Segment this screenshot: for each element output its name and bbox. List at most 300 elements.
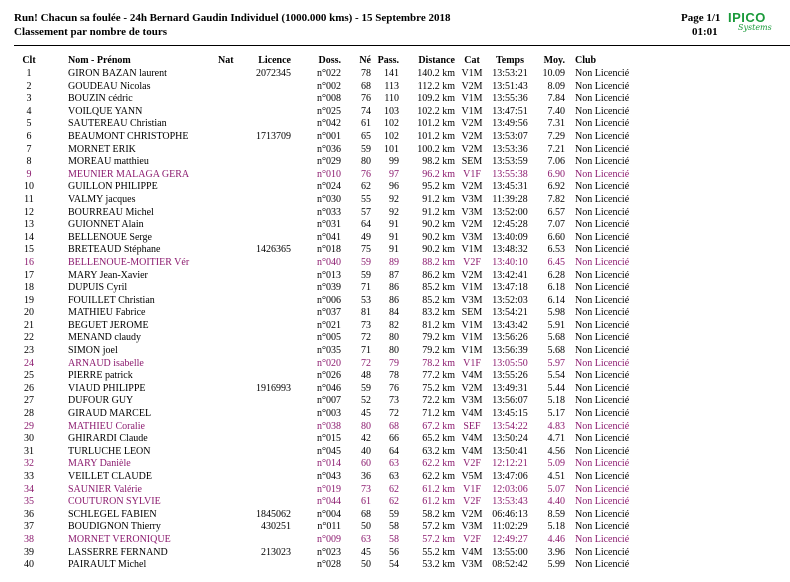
cell-dist: 85.2 km: [422, 294, 455, 306]
cell-pass: 82: [389, 319, 399, 331]
cell-nom: DUPUIS Cyril: [68, 282, 128, 294]
cell-temps: 08:52:42: [492, 559, 528, 571]
cell-ne: 62: [361, 181, 371, 193]
cell-moy: 10.09: [542, 68, 565, 79]
cell-dist: 102.2 km: [417, 105, 455, 117]
cell-club: Non Licencié: [575, 143, 630, 155]
cell-temps: 13:40:09: [492, 231, 528, 243]
cell-nom: LASSERRE FERNAND: [68, 546, 168, 558]
cell-ne: 61: [361, 118, 371, 130]
cell-temps: 13:45:15: [492, 408, 528, 420]
cell-dist: 71.2 km: [422, 408, 455, 420]
table-row: [14, 547, 665, 560]
cell-dist: 101.2 km: [417, 118, 455, 130]
cell-nat: [218, 458, 243, 471]
cell-temps: 13:53:36: [492, 143, 528, 155]
cell-clt: 34: [24, 483, 34, 495]
cell-ne: 72: [361, 332, 371, 344]
cell-lic: [243, 358, 297, 371]
cell-clt: 14: [24, 231, 34, 243]
cell-temps: 13:47:06: [492, 471, 528, 482]
cell-ne: 52: [361, 395, 371, 407]
cell-cat: V1M: [461, 105, 483, 117]
cell-pass: 73: [389, 395, 399, 407]
cell-moy: 4.56: [547, 445, 565, 457]
table-row: [14, 446, 665, 459]
cell-nom: BEGUET JEROME: [68, 319, 149, 331]
cell-cat: V2F: [463, 256, 481, 268]
col-header-club: Club: [575, 54, 597, 66]
cell-cat: V5M: [461, 471, 483, 482]
cell-club: Non Licencié: [575, 521, 630, 533]
table-row: [14, 270, 665, 283]
cell-clt: 4: [26, 105, 32, 117]
cell-dos: n°029: [317, 156, 341, 168]
cell-moy: 8.59: [547, 508, 565, 520]
cell-dist: 62.2 km: [422, 458, 455, 470]
cell-nom: PIERRE patrick: [68, 370, 133, 382]
cell-moy: 7.84: [547, 93, 565, 105]
cell-dist: 109.2 km: [417, 93, 455, 105]
cell-nat: [218, 383, 243, 396]
cell-nat: [218, 232, 243, 245]
cell-clt: 8: [26, 156, 32, 168]
cell-nat: [218, 81, 243, 94]
cell-club: Non Licencié: [575, 231, 630, 243]
cell-moy: 3.96: [547, 546, 565, 558]
cell-ne: 53: [361, 294, 371, 306]
cell-lic: [243, 484, 297, 497]
cell-nom: BOURREAU Michel: [68, 206, 154, 218]
cell-nom: VALMY jacques: [68, 193, 136, 205]
table-row: [14, 559, 665, 572]
cell-lic: [243, 93, 297, 106]
cell-clt: 6: [26, 130, 32, 142]
page-number: Page 1/1: [681, 12, 721, 24]
cell-clt: 26: [24, 382, 34, 394]
table-row: [14, 181, 665, 194]
cell-dos: n°035: [317, 345, 341, 357]
cell-pass: 102: [384, 118, 399, 130]
cell-club: Non Licencié: [575, 269, 630, 281]
cell-cat: V2M: [461, 118, 483, 130]
cell-nom: GOUDEAU Nicolas: [68, 80, 151, 92]
cell-nat: [218, 408, 243, 421]
cell-club: Non Licencié: [575, 319, 630, 331]
cell-dos: n°041: [317, 231, 341, 243]
cell-temps: 13:52:00: [492, 206, 528, 218]
table-row: [14, 370, 665, 383]
cell-dos: n°014: [317, 458, 341, 470]
cell-cat: V2F: [463, 496, 481, 508]
cell-ne: 64: [361, 219, 371, 231]
cell-dist: 95.2 km: [422, 181, 455, 193]
cell-lic: [243, 194, 297, 207]
cell-nat: [218, 484, 243, 497]
table-row: [14, 534, 665, 547]
cell-club: Non Licencié: [575, 80, 630, 92]
cell-pass: 86: [389, 282, 399, 294]
cell-temps: 13:52:03: [492, 294, 528, 306]
cell-dos: n°042: [317, 118, 341, 130]
cell-lic: [243, 219, 297, 232]
cell-ne: 74: [361, 105, 371, 117]
cell-club: Non Licencié: [575, 546, 630, 558]
cell-clt: 19: [24, 294, 34, 306]
cell-pass: 78: [389, 370, 399, 382]
cell-lic: [243, 156, 297, 169]
cell-dos: n°023: [317, 546, 341, 558]
cell-pass: 80: [389, 345, 399, 357]
cell-nat: [218, 181, 243, 194]
cell-lic: [243, 295, 297, 308]
cell-clt: 25: [24, 370, 34, 382]
cell-pass: 84: [389, 307, 399, 319]
cell-lic: [243, 81, 297, 94]
cell-clt: 15: [24, 244, 34, 256]
cell-lic: [243, 257, 297, 270]
cell-temps: 13:53:59: [492, 156, 528, 168]
cell-temps: 13:53:21: [492, 68, 528, 79]
cell-cat: SEM: [461, 307, 483, 319]
cell-nom: MOREAU matthieu: [68, 156, 149, 168]
cell-dos: n°036: [317, 143, 341, 155]
cell-pass: 92: [389, 193, 399, 205]
cell-temps: 13:50:24: [492, 433, 528, 445]
cell-moy: 7.07: [547, 219, 565, 231]
cell-temps: 12:49:27: [492, 533, 528, 545]
cell-cat: V1M: [461, 319, 483, 331]
cell-club: Non Licencié: [575, 219, 630, 231]
cell-cat: V2M: [461, 219, 483, 231]
cell-dist: 57.2 km: [422, 521, 455, 533]
cell-nom: GIRAUD MARCEL: [68, 408, 152, 420]
cell-club: Non Licencié: [575, 156, 630, 168]
cell-cat: V2M: [461, 181, 483, 193]
cell-pass: 58: [389, 533, 399, 545]
cell-dos: n°022: [317, 68, 341, 79]
cell-temps: 13:56:26: [492, 332, 528, 344]
logo-text: IPICO: [728, 10, 766, 25]
table-row: [14, 257, 665, 270]
cell-pass: 101: [384, 143, 399, 155]
cell-clt: 18: [24, 282, 34, 294]
cell-dos: n°003: [317, 408, 341, 420]
cell-cat: V2M: [461, 130, 483, 142]
cell-ne: 78: [361, 68, 371, 79]
cell-nom: SAUNIER Valérie: [68, 483, 142, 495]
cell-nat: [218, 559, 243, 572]
cell-club: Non Licencié: [575, 458, 630, 470]
cell-ne: 57: [361, 206, 371, 218]
cell-dist: 61.2 km: [422, 496, 455, 508]
cell-cat: V4M: [461, 370, 483, 382]
cell-temps: 13:47:18: [492, 282, 528, 294]
cell-lic: [243, 332, 297, 345]
cell-ne: 71: [361, 282, 371, 294]
cell-lic: 1845062: [256, 508, 291, 520]
col-header-moyenne: Moy.: [543, 54, 565, 66]
col-header-nat: Nat: [218, 54, 234, 66]
cell-lic: 1426365: [256, 244, 291, 256]
cell-ne: 40: [361, 445, 371, 457]
cell-ne: 59: [361, 382, 371, 394]
table-row: [14, 156, 665, 169]
cell-clt: 10: [24, 181, 34, 193]
cell-nom: SIMON joel: [68, 345, 118, 357]
cell-moy: 5.98: [547, 307, 565, 319]
cell-nom: BRETEAUD Stéphane: [68, 244, 161, 256]
cell-club: Non Licencié: [575, 345, 630, 357]
cell-cat: V1M: [461, 282, 483, 294]
cell-pass: 63: [389, 471, 399, 482]
cell-pass: 110: [384, 93, 399, 105]
cell-dos: n°037: [317, 307, 341, 319]
cell-lic: 1713709: [256, 130, 291, 142]
cell-dist: 100.2 km: [417, 143, 455, 155]
cell-nat: [218, 332, 243, 345]
cell-moy: 6.18: [547, 282, 565, 294]
cell-club: Non Licencié: [575, 559, 630, 571]
cell-ne: 73: [361, 483, 371, 495]
cell-moy: 6.14: [547, 294, 565, 306]
cell-clt: 27: [24, 395, 34, 407]
cell-clt: 17: [24, 269, 34, 281]
cell-lic: [243, 282, 297, 295]
results-body: [14, 68, 665, 572]
cell-pass: 68: [389, 420, 399, 432]
table-row: [14, 509, 665, 522]
cell-nom: GUIONNET Alain: [68, 219, 144, 231]
cell-club: Non Licencié: [575, 370, 630, 382]
cell-dos: n°009: [317, 533, 341, 545]
cell-pass: 64: [389, 445, 399, 457]
cell-temps: 13:55:36: [492, 93, 528, 105]
cell-nom: MEUNIER MALAGA GERA: [68, 168, 190, 180]
cell-nat: [218, 257, 243, 270]
cell-nat: [218, 207, 243, 220]
cell-cat: V1M: [461, 68, 483, 79]
cell-pass: 58: [389, 521, 399, 533]
cell-cat: V2M: [461, 382, 483, 394]
cell-clt: 23: [24, 345, 34, 357]
cell-lic: [243, 395, 297, 408]
table-row: [14, 282, 665, 295]
cell-club: Non Licencié: [575, 130, 630, 142]
cell-cat: V3M: [461, 559, 483, 571]
cell-nat: [218, 320, 243, 333]
cell-nom: DUFOUR GUY: [68, 395, 134, 407]
cell-clt: 29: [24, 420, 34, 432]
cell-nom: SAUTEREAU Christian: [68, 118, 167, 130]
cell-nom: MENAND claudy: [68, 332, 142, 344]
cell-ne: 81: [361, 307, 371, 319]
cell-nat: [218, 421, 243, 434]
cell-lic: [243, 232, 297, 245]
cell-nat: [218, 295, 243, 308]
cell-dos: n°024: [317, 181, 341, 193]
cell-temps: 13:43:42: [492, 319, 528, 331]
cell-dos: n°019: [317, 483, 341, 495]
cell-dist: 67.2 km: [422, 420, 455, 432]
table-row: [14, 194, 665, 207]
cell-nat: [218, 395, 243, 408]
cell-pass: 89: [389, 256, 399, 268]
cell-pass: 86: [389, 294, 399, 306]
cell-clt: 37: [24, 521, 34, 533]
cell-club: Non Licencié: [575, 244, 630, 256]
cell-nom: BEAUMONT CHRISTOPHE: [68, 130, 189, 142]
table-row: [14, 169, 665, 182]
cell-moy: 5.97: [547, 357, 565, 369]
cell-dist: 55.2 km: [422, 546, 455, 558]
table-row: [14, 320, 665, 333]
cell-nom: MATHIEU Coralie: [68, 420, 145, 432]
cell-nat: [218, 244, 243, 257]
cell-club: Non Licencié: [575, 382, 630, 394]
cell-dist: 62.2 km: [422, 471, 455, 482]
cell-ne: 59: [361, 143, 371, 155]
cell-club: Non Licencié: [575, 181, 630, 193]
cell-dos: n°008: [317, 93, 341, 105]
cell-moy: 6.28: [547, 269, 565, 281]
cell-nat: [218, 194, 243, 207]
cell-clt: 3: [26, 93, 32, 105]
cell-lic: [243, 207, 297, 220]
cell-moy: 5.54: [547, 370, 565, 382]
cell-nat: [218, 144, 243, 157]
print-time: 01:01: [692, 26, 718, 38]
cell-cat: V1M: [461, 244, 483, 256]
cell-dos: n°046: [317, 382, 341, 394]
cell-club: Non Licencié: [575, 93, 630, 105]
cell-pass: 59: [389, 508, 399, 520]
cell-ne: 68: [361, 508, 371, 520]
cell-pass: 76: [389, 382, 399, 394]
cell-clt: 28: [24, 408, 34, 420]
results-title: Run! Chacun sa foulée - 24h Bernard Gaudin Individuel (1000.000 kms) - 15 Septembre 2018: [14, 12, 451, 24]
cell-dist: 53.2 km: [422, 559, 455, 571]
cell-pass: 113: [384, 80, 399, 92]
cell-nom: MATHIEU Fabrice: [68, 307, 146, 319]
cell-lic: [243, 446, 297, 459]
cell-nom: SCHLEGEL FABIEN: [68, 508, 157, 520]
cell-club: Non Licencié: [575, 105, 630, 117]
cell-cat: V1F: [463, 357, 481, 369]
cell-ne: 72: [361, 357, 371, 369]
cell-nom: VIAUD PHILIPPE: [68, 382, 146, 394]
cell-clt: 32: [24, 458, 34, 470]
cell-dist: 85.2 km: [422, 282, 455, 294]
cell-dos: n°021: [317, 319, 341, 331]
cell-nom: VOILQUE YANN: [68, 105, 143, 117]
cell-nat: [218, 106, 243, 119]
cell-lic: [243, 408, 297, 421]
cell-cat: V2F: [463, 458, 481, 470]
table-row: [14, 219, 665, 232]
table-row: [14, 421, 665, 434]
cell-dos: n°013: [317, 269, 341, 281]
cell-pass: 79: [389, 357, 399, 369]
cell-ne: 55: [361, 193, 371, 205]
table-row: [14, 458, 665, 471]
cell-nom: GUILLON PHILIPPE: [68, 181, 158, 193]
cell-moy: 5.68: [547, 332, 565, 344]
cell-temps: 13:55:38: [492, 168, 528, 180]
col-header-cat: Cat: [464, 54, 480, 66]
table-row: [14, 496, 665, 509]
cell-clt: 31: [24, 445, 34, 457]
cell-clt: 12: [24, 206, 34, 218]
cell-nat: [218, 93, 243, 106]
cell-moy: 5.44: [547, 382, 565, 394]
col-header-distance: Distance: [418, 54, 455, 66]
table-row: [14, 383, 665, 396]
cell-nom: MORNET VERONIQUE: [68, 533, 171, 545]
cell-cat: V3M: [461, 206, 483, 218]
cell-moy: 7.21: [547, 143, 565, 155]
cell-ne: 63: [361, 533, 371, 545]
cell-dist: 86.2 km: [422, 269, 455, 281]
cell-clt: 16: [24, 256, 34, 268]
cell-club: Non Licencié: [575, 496, 630, 508]
col-header-licence: Licence: [258, 54, 291, 66]
table-row: [14, 68, 665, 81]
cell-lic: 213023: [261, 546, 291, 558]
cell-dist: 57.2 km: [422, 533, 455, 545]
cell-temps: 13:45:31: [492, 181, 528, 193]
table-row: [14, 81, 665, 94]
cell-club: Non Licencié: [575, 282, 630, 294]
cell-pass: 87: [389, 269, 399, 281]
cell-dos: n°010: [317, 168, 341, 180]
cell-clt: 36: [24, 508, 34, 520]
cell-ne: 76: [361, 93, 371, 105]
cell-nom: COUTURON SYLVIE: [68, 496, 161, 508]
cell-temps: 13:54:21: [492, 307, 528, 319]
cell-nat: [218, 307, 243, 320]
cell-nom: BELLENOUE Serge: [68, 231, 152, 243]
cell-club: Non Licencié: [575, 256, 630, 268]
cell-dos: n°044: [317, 496, 341, 508]
cell-dos: n°011: [317, 521, 341, 533]
cell-lic: [243, 270, 297, 283]
cell-ne: 71: [361, 345, 371, 357]
cell-dist: 65.2 km: [422, 433, 455, 445]
cell-cat: V1M: [461, 332, 483, 344]
cell-nat: [218, 68, 243, 81]
table-row: [14, 521, 665, 534]
cell-nom: MARY Jean-Xavier: [68, 269, 148, 281]
cell-clt: 22: [24, 332, 34, 344]
cell-lic: [243, 106, 297, 119]
cell-club: Non Licencié: [575, 357, 630, 369]
cell-club: Non Licencié: [575, 445, 630, 457]
cell-clt: 21: [24, 319, 34, 331]
cell-club: Non Licencié: [575, 307, 630, 319]
cell-temps: 13:56:39: [492, 345, 528, 357]
cell-lic: [243, 345, 297, 358]
cell-temps: 12:12:21: [492, 458, 528, 470]
cell-moy: 5.99: [547, 559, 565, 571]
table-row: [14, 307, 665, 320]
cell-cat: V1F: [463, 483, 481, 495]
cell-ne: 76: [361, 168, 371, 180]
cell-temps: 13:42:41: [492, 269, 528, 281]
cell-dist: 72.2 km: [422, 395, 455, 407]
cell-lic: 430251: [261, 521, 291, 533]
cell-ne: 80: [361, 420, 371, 432]
